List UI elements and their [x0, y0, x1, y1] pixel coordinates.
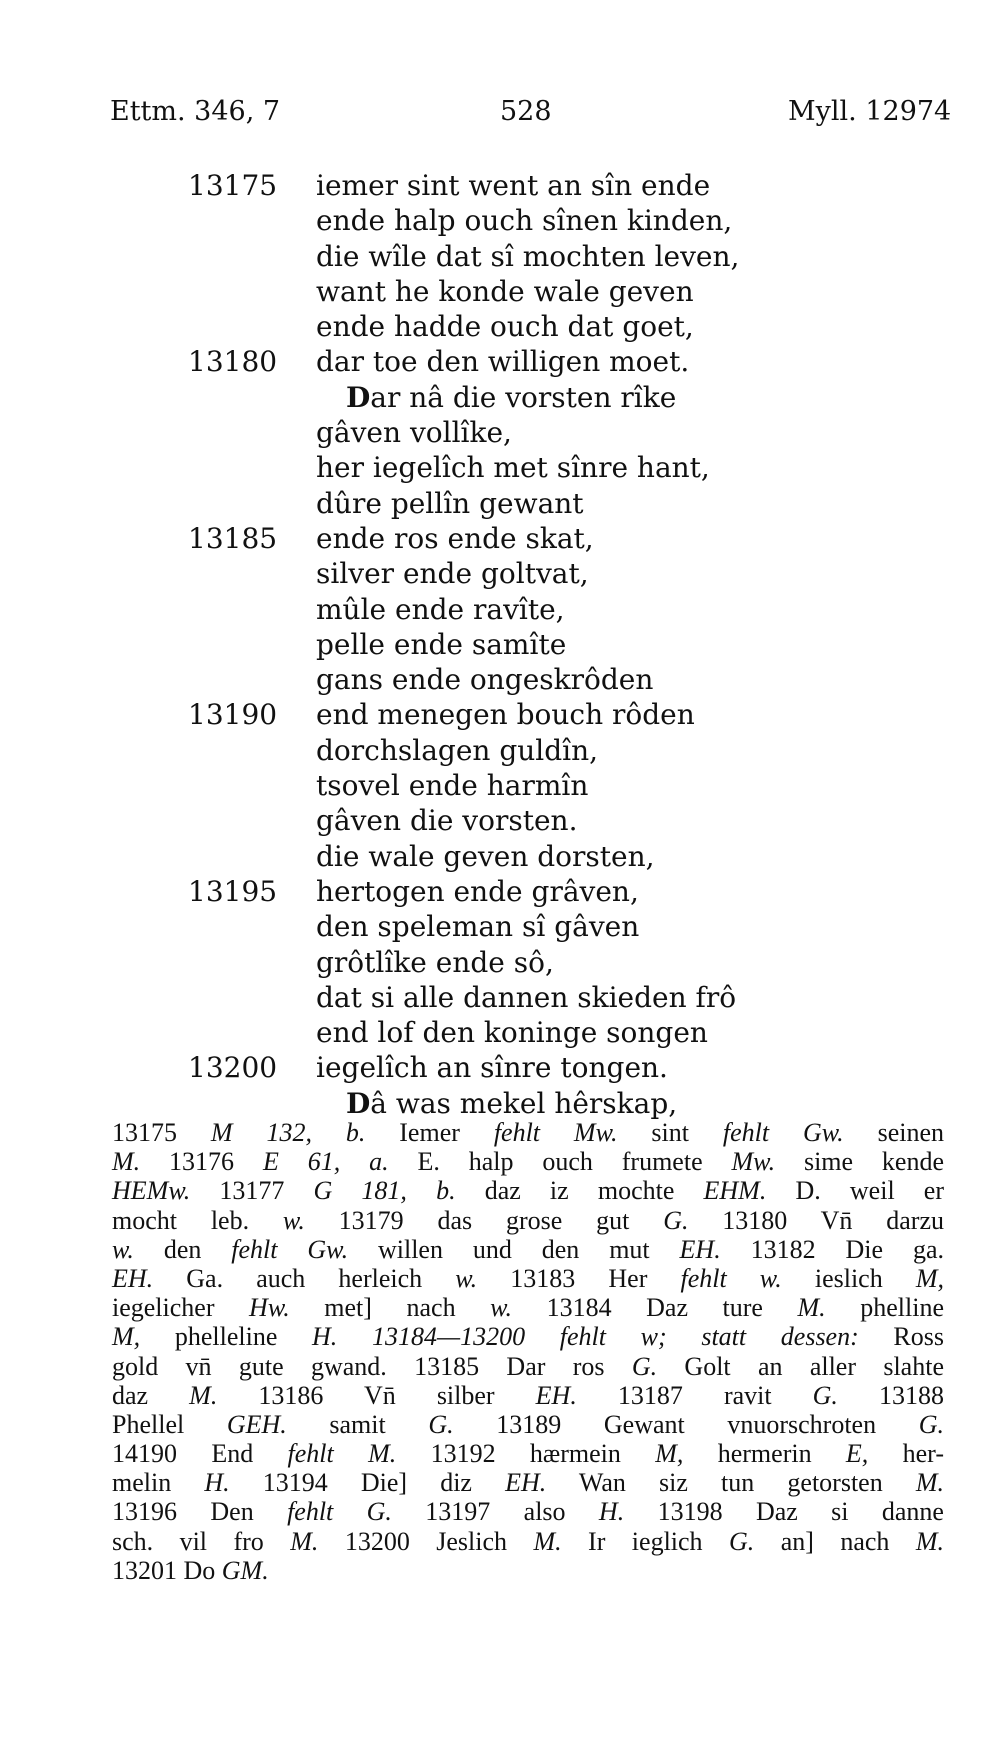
apparatus-line — [112, 1410, 944, 1439]
verse-text-line — [346, 1086, 677, 1121]
apparatus-text: Ga. auch herleich — [153, 1263, 456, 1293]
running-header-left: Ettm. 346, 7 — [110, 96, 281, 127]
apparatus-text: 13188 — [837, 1380, 944, 1410]
siglum: GEH. — [226, 1409, 287, 1439]
siglum: M, — [915, 1263, 945, 1293]
verse-words: die wale geven dorsten, — [316, 839, 655, 873]
apparatus-text: iegelicher — [112, 1293, 250, 1323]
apparatus-text: Golt an aller slahte — [657, 1351, 944, 1381]
siglum: EH. — [112, 1263, 154, 1293]
verse-line — [0, 309, 1000, 344]
verse-words: mûle ende ravîte, — [316, 592, 565, 626]
verse-words: gans ende ongeskrôden — [316, 663, 654, 697]
apparatus-line — [112, 1264, 944, 1293]
apparatus-text: sch. vil fro — [112, 1526, 291, 1556]
verse-line — [0, 344, 1000, 379]
apparatus-text: melin — [112, 1468, 205, 1498]
verse-text-line — [316, 945, 554, 980]
apparatus-text: Phellel — [112, 1409, 227, 1439]
apparatus-text: 13179 das grose gut — [304, 1205, 664, 1235]
apparatus-line — [112, 1381, 944, 1410]
apparatus-line — [112, 1206, 944, 1235]
verse-text-line — [316, 909, 639, 944]
siglum: H. — [204, 1468, 230, 1498]
apparatus-text: 13197 also — [391, 1497, 599, 1527]
apparatus-text: daz iz mochte — [455, 1176, 704, 1206]
verse-line — [0, 556, 1000, 591]
verse-words: ende halp ouch sînen kinden, — [316, 204, 733, 238]
verse-text-line — [316, 168, 710, 203]
verse-text-line — [316, 521, 594, 556]
apparatus-text: D. weil er — [766, 1176, 944, 1206]
verse-text-line — [316, 309, 694, 344]
siglum: H. — [598, 1497, 625, 1527]
apparatus-text: 13182 Die ga. — [720, 1234, 944, 1264]
verse-text-line — [316, 415, 512, 450]
apparatus-text: hermerin — [683, 1439, 846, 1469]
verse-words: ende ros ende skat, — [316, 521, 594, 555]
apparatus-line — [112, 1235, 944, 1264]
apparatus-text: Wan siz tun getorsten — [546, 1468, 916, 1498]
line-number: 13185 — [188, 521, 278, 555]
verse-words: dorchslagen guldîn, — [316, 733, 599, 767]
siglum: G. — [728, 1526, 755, 1556]
verse-text-line — [316, 592, 565, 627]
initial-capital: D — [346, 1086, 371, 1120]
siglum: M. — [189, 1380, 218, 1410]
siglum: fehlt w. — [680, 1263, 782, 1293]
siglum: M. — [797, 1293, 826, 1323]
verse-line — [0, 874, 1000, 909]
apparatus-text: 13201 Do — [112, 1555, 222, 1585]
verse-words: den speleman sî gâven — [316, 910, 640, 944]
apparatus-line — [112, 1527, 944, 1556]
apparatus-text: Ross — [858, 1322, 945, 1352]
siglum: Hw. — [249, 1293, 290, 1323]
verse-words: iegelîch an sînre tongen. — [316, 1051, 668, 1085]
apparatus-text: willen und den mut — [348, 1234, 680, 1264]
apparatus-text: 13200 Jeslich — [318, 1526, 534, 1556]
apparatus-text: 13177 — [190, 1176, 314, 1206]
verse-text — [0, 168, 1000, 1121]
verse-line — [0, 697, 1000, 732]
siglum: G. — [663, 1205, 689, 1235]
siglum: fehlt Gw. — [231, 1234, 349, 1264]
siglum: G 181, b. — [313, 1176, 456, 1206]
siglum: M. — [290, 1526, 319, 1556]
verse-line — [0, 909, 1000, 944]
verse-line — [0, 945, 1000, 980]
verse-words: silver ende goltvat, — [316, 557, 589, 591]
siglum: G. — [812, 1380, 838, 1410]
verse-line — [0, 803, 1000, 838]
critical-apparatus — [112, 1118, 944, 1585]
verse-text-line — [316, 450, 710, 485]
verse-words: tsovel ende harmîn — [316, 769, 589, 803]
verse-line — [0, 1050, 1000, 1085]
verse-line — [0, 768, 1000, 803]
siglum: Mw. — [731, 1147, 776, 1177]
line-number: 13175 — [188, 169, 278, 202]
apparatus-text: 13176 — [140, 1147, 263, 1177]
verse-words: die wîle dat sî mochten leven, — [316, 239, 740, 273]
siglum: EH. — [505, 1468, 547, 1498]
siglum: M. — [915, 1526, 945, 1556]
apparatus-text: phelline — [825, 1293, 944, 1323]
verse-line — [0, 662, 1000, 697]
verse-words: her iegelîch met sînre hant, — [316, 451, 710, 485]
apparatus-line — [112, 1497, 944, 1526]
siglum: fehlt Gw. — [722, 1118, 844, 1147]
apparatus-text: mocht leb. — [112, 1205, 283, 1235]
verse-text-line — [316, 203, 732, 238]
verse-line — [0, 239, 1000, 274]
apparatus-line — [112, 1556, 944, 1585]
apparatus-text: 13198 Daz si danne — [624, 1497, 944, 1527]
verse-line — [0, 415, 1000, 450]
verse-words: hertogen ende grâven, — [316, 874, 639, 908]
verse-text-line — [316, 874, 639, 909]
verse-text-line — [316, 627, 566, 662]
verse-line — [0, 203, 1000, 238]
siglum: 13184—13200 fehlt w; statt dessen: — [371, 1322, 859, 1352]
apparatus-text: daz — [112, 1380, 190, 1410]
verse-words: want he konde wale geven — [316, 274, 694, 308]
siglum: E, — [845, 1439, 869, 1469]
verse-text-line — [316, 839, 655, 874]
verse-words: end lof den koninge songen — [316, 1016, 708, 1050]
siglum: EHM. — [703, 1176, 767, 1206]
siglum: M, — [655, 1439, 684, 1469]
page-number: 528 — [500, 96, 552, 127]
line-number: 13200 — [188, 1051, 278, 1085]
verse-line — [0, 839, 1000, 874]
siglum: G. — [428, 1409, 454, 1439]
siglum: w. — [112, 1234, 134, 1264]
apparatus-text: phelleline — [140, 1322, 313, 1352]
verse-words: dûre pellîn gewant — [316, 486, 584, 520]
apparatus-text: seinen — [843, 1118, 945, 1147]
siglum: EH. — [535, 1380, 577, 1410]
apparatus-text: 13184 Daz ture — [512, 1293, 798, 1323]
apparatus-text: her- — [868, 1439, 944, 1469]
siglum: M, — [112, 1322, 141, 1352]
initial-capital: D — [346, 380, 371, 414]
verse-text-line — [316, 662, 653, 697]
verse-line — [0, 274, 1000, 309]
siglum: M. — [915, 1468, 944, 1498]
apparatus-text: 13196 Den — [112, 1497, 288, 1527]
apparatus-line — [112, 1176, 944, 1205]
apparatus-text: den — [133, 1234, 232, 1264]
siglum: w. — [282, 1205, 305, 1235]
verse-words: pelle ende samîte — [316, 627, 567, 661]
apparatus-text: 14190 End — [112, 1439, 288, 1469]
siglum: w. — [455, 1263, 478, 1293]
apparatus-text: E. halp ouch frumete — [388, 1147, 732, 1177]
verse-words: dat si alle dannen skieden frô — [316, 980, 737, 1014]
verse-text-line — [316, 556, 589, 591]
siglum: fehlt M. — [287, 1439, 397, 1469]
verse-text-line — [316, 344, 689, 379]
verse-text-line — [316, 1050, 668, 1085]
apparatus-text: 13175 — [112, 1118, 211, 1147]
siglum: G. — [918, 1409, 944, 1439]
apparatus-text: met] nach — [289, 1293, 491, 1323]
verse-line — [0, 980, 1000, 1015]
apparatus-text — [337, 1322, 372, 1351]
verse-text-line — [316, 980, 736, 1015]
apparatus-text: 13192 hærmein — [396, 1439, 656, 1469]
siglum: fehlt G. — [287, 1497, 392, 1527]
verse-text-line — [316, 486, 584, 521]
verse-words: ende hadde ouch dat goet, — [316, 310, 694, 344]
verse-text-line — [316, 768, 588, 803]
apparatus-text: 13187 ravit — [576, 1380, 813, 1410]
verse-words: end menegen bouch rôden — [316, 698, 695, 732]
apparatus-line — [112, 1439, 944, 1468]
siglum: H. — [312, 1322, 338, 1352]
verse-words: dar toe den willigen moet. — [316, 345, 690, 379]
siglum: M. — [112, 1147, 141, 1177]
apparatus-text: 13186 Vn̄ silber — [217, 1380, 536, 1410]
verse-line — [0, 1086, 1000, 1121]
verse-words: ar nâ die vorsten rîke — [370, 380, 677, 414]
verse-line — [0, 380, 1000, 415]
siglum: fehlt Mw. — [493, 1118, 618, 1147]
apparatus-text: samit — [286, 1409, 429, 1439]
apparatus-text: ieslich — [781, 1263, 916, 1293]
siglum: G. — [631, 1351, 658, 1381]
verse-text-line — [316, 697, 695, 732]
apparatus-text: sint — [617, 1118, 723, 1147]
verse-line — [0, 627, 1000, 662]
apparatus-text: 13194 Die] diz — [229, 1468, 506, 1498]
siglum: EH. — [679, 1234, 721, 1264]
siglum: HEMw. — [112, 1176, 191, 1206]
siglum: w. — [490, 1293, 513, 1323]
verse-words: grôtlîke ende sô, — [316, 945, 554, 979]
siglum: E 61, a. — [262, 1147, 389, 1177]
apparatus-text: Ir ieglich — [561, 1526, 729, 1556]
apparatus-text: gold vn̄ gute gwand. 13185 Dar ros — [112, 1351, 632, 1381]
line-number: 13180 — [188, 345, 278, 379]
apparatus-line — [112, 1147, 944, 1176]
verse-line — [0, 521, 1000, 556]
verse-line — [0, 1015, 1000, 1050]
apparatus-text: an] nach — [754, 1526, 916, 1556]
apparatus-text: sime kende — [775, 1147, 945, 1177]
siglum: GM. — [221, 1555, 269, 1585]
apparatus-line — [112, 1352, 944, 1381]
apparatus-text: 13189 Gewant vnuorschroten — [453, 1409, 919, 1439]
siglum: M. — [533, 1526, 562, 1556]
verse-words: gâven vollîke, — [316, 416, 512, 450]
verse-line — [0, 168, 1000, 203]
running-header-right: Myll. 12974 — [788, 96, 952, 127]
siglum: M 132, b. — [210, 1118, 366, 1147]
verse-text-line — [316, 1015, 708, 1050]
verse-line — [0, 450, 1000, 485]
line-number: 13195 — [188, 874, 278, 908]
line-number: 13190 — [188, 698, 278, 732]
verse-text-line — [316, 274, 694, 309]
verse-words: gâven die vorsten. — [316, 804, 578, 838]
verse-line — [0, 592, 1000, 627]
apparatus-text: 13183 Her — [477, 1263, 681, 1293]
verse-text-line — [316, 803, 577, 838]
apparatus-line — [112, 1468, 944, 1497]
apparatus-text: 13180 Vn̄ darzu — [688, 1205, 944, 1235]
verse-text-line — [316, 239, 739, 274]
apparatus-line — [112, 1322, 944, 1351]
apparatus-line — [112, 1118, 944, 1147]
verse-words: iemer sint went an sîn ende — [316, 169, 711, 202]
verse-line — [0, 486, 1000, 521]
apparatus-text: Iemer — [365, 1118, 494, 1147]
verse-line — [0, 733, 1000, 768]
verse-text-line — [316, 733, 598, 768]
verse-text-line — [346, 380, 676, 415]
apparatus-line — [112, 1293, 944, 1322]
verse-words: â was mekel hêrskap, — [370, 1086, 678, 1120]
